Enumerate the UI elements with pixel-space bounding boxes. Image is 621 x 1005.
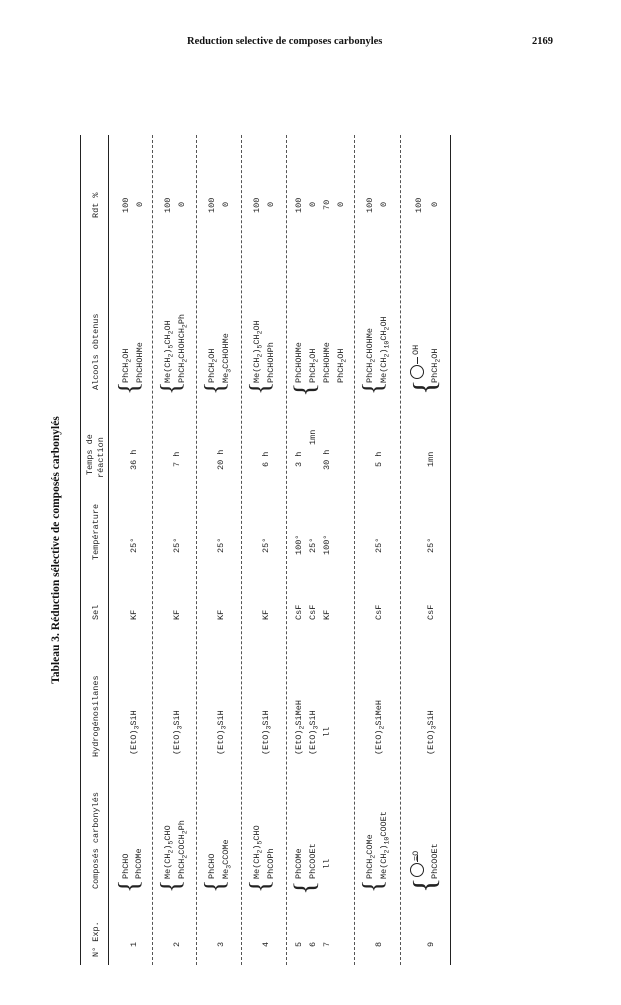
row-3-temp: 25° <box>216 537 226 553</box>
row-1-temps: 36 h <box>129 449 139 470</box>
row-1-exp: 1 <box>129 941 139 947</box>
header-temps-1: Temps de <box>85 434 95 475</box>
row-6-temps: 1mn <box>308 429 318 445</box>
row-7-rdt-1: 70 <box>322 199 332 210</box>
row-4-alcool-2: PhCHOHPh <box>266 342 276 383</box>
rotated-table-area <box>50 135 482 965</box>
brace-icon: { <box>114 381 145 395</box>
row-1-temp: 25° <box>129 537 139 553</box>
row-6-rdt: 0 <box>308 201 318 207</box>
row-8-compose-2: $Me(CH_2)_{10}COOEt$ <box>379 811 391 879</box>
brace-icon: { <box>156 381 187 395</box>
row-6-silane: $(EtO)_3SiH$ <box>308 710 320 755</box>
row-6-temp: 25° <box>308 537 318 553</box>
row-5-sel: CsF <box>294 604 304 620</box>
row-separator <box>400 135 401 965</box>
row-8-alcool-2: $Me(CH_2)_{10}CH_2OH$ <box>379 316 391 383</box>
table-3 <box>50 135 482 965</box>
row-7-alcool-2: PhCH$_2$OH <box>336 348 348 383</box>
row-3-alcool-2: $Me_3CCHOHMe$ <box>221 333 233 383</box>
cyclohexanol-ring-icon <box>410 365 424 379</box>
row-separator <box>354 135 355 965</box>
row-9-temp: 25° <box>426 537 436 553</box>
header-hydrogeno: Hydrogénosilanes <box>91 675 101 757</box>
row-2-sel: KF <box>172 609 182 620</box>
row-3-silane: $(EtO)_3SiH$ <box>216 710 228 755</box>
row-9-temps: 1mn <box>426 451 436 467</box>
header-rdt: Rdt % <box>91 192 101 218</box>
row-separator <box>241 135 242 965</box>
row-5-temps: 3 h <box>294 451 304 467</box>
row-4-temps: 6 h <box>261 451 271 467</box>
row-2-compose-2: $PhCH_2COCH_2Ph$ <box>177 820 189 879</box>
running-head <box>0 36 621 52</box>
row-9-alcool-2: PhCH$_2$OH <box>430 348 442 383</box>
row-9-compose-1: =O <box>411 850 421 861</box>
row-8-sel: CsF <box>374 604 384 620</box>
row-7-exp: 7 <box>322 941 332 947</box>
page-number: 2169 <box>532 36 553 47</box>
row-1-silane: $(EtO)_3SiH$ <box>129 710 141 755</box>
brace-icon: { <box>406 379 442 395</box>
row-7-alcool-1: PhCHOHMe <box>322 342 332 383</box>
row-2-temp: 25° <box>172 537 182 553</box>
row-8-compose-1: PhCH$_2$COMe <box>365 834 377 879</box>
row-3-exp: 3 <box>216 941 226 947</box>
row-separator <box>152 135 153 965</box>
row-9-alcool-1: OH <box>411 344 421 355</box>
header-temperature: Température <box>91 503 101 560</box>
row-4-compose-2: PhCOPh <box>266 848 276 879</box>
row-7-temps: 30 h <box>322 449 332 470</box>
brace-icon: { <box>358 381 389 395</box>
row-8-rdt-1: 100 <box>365 197 375 213</box>
brace-icon: { <box>114 879 145 893</box>
row-8-temps: 5 h <box>374 451 384 467</box>
header-exp: N° Exp. <box>91 921 101 957</box>
table-caption: Tableau 3. Réduction sélective de composés carbonylés <box>50 416 62 684</box>
row-9-exp: 9 <box>426 941 436 947</box>
row-5-rdt: 100 <box>294 197 304 213</box>
row-separator <box>286 135 287 965</box>
table-bottom-rule <box>450 135 451 965</box>
row-8-exp: 8 <box>374 941 384 947</box>
table-top-rule <box>80 135 81 965</box>
row-2-rdt-1: 100 <box>163 197 173 213</box>
row-8-temp: 25° <box>374 537 384 553</box>
row-4-alcool-1: $Me(CH_2)_5CH_2OH$ <box>252 320 264 383</box>
row-3-rdt-1: 100 <box>207 197 217 213</box>
row-9-compose-2: PhCOOEt <box>430 843 440 879</box>
row-9-sel: CsF <box>426 604 436 620</box>
row-1-sel: KF <box>129 609 139 620</box>
row-9-silane: $(EtO)_3SiH$ <box>426 710 438 755</box>
brace-icon: { <box>200 381 231 395</box>
row-4-exp: 4 <box>261 941 271 947</box>
row-8-rdt-2: 0 <box>379 201 389 207</box>
row-1-alcool-1: PhCH$_2$OH <box>121 348 133 383</box>
row-3-compose-2: $Me_3CCOMe$ <box>221 839 233 879</box>
row-1-compose-1: PhCHO <box>121 853 131 879</box>
brace-icon: { <box>156 879 187 893</box>
row-5-exp: 5 <box>294 941 304 947</box>
row-6-alcool: PhCH$_2$OH <box>308 348 320 383</box>
row-4-rdt-1: 100 <box>252 197 262 213</box>
row-1-rdt-1: 100 <box>121 197 131 213</box>
row-9-rdt-2: 0 <box>430 201 440 207</box>
row-2-temps: 7 h <box>172 451 182 467</box>
row-4-temp: 25° <box>261 537 271 553</box>
row-1-compose-2: PhCOMe <box>134 848 144 879</box>
row-4-compose-1: $Me(CH_2)_5CHO$ <box>252 825 264 879</box>
row-2-compose-1: $Me(CH_2)_5CHO$ <box>163 825 175 879</box>
row-4-sel: KF <box>261 609 271 620</box>
row-6-compose: PhCOOEt <box>308 843 318 879</box>
brace-icon: { <box>288 880 321 895</box>
brace-icon: { <box>200 879 231 893</box>
row-5-silane: $(EtO)_2SiMeH$ <box>294 700 306 755</box>
header-sel: Sel <box>91 604 101 620</box>
row-1-rdt-2: 0 <box>135 201 145 207</box>
brace-icon: { <box>358 879 389 893</box>
row-8-alcool-1: PhCH$_2$CHOHMe <box>365 328 377 383</box>
row-7-rdt-2: 0 <box>336 201 346 207</box>
cyclohexanone-ring-icon <box>410 863 424 877</box>
hydroxyl-bond-icon <box>417 357 418 364</box>
row-6-sel: CsF <box>308 604 318 620</box>
row-3-temps: 20 h <box>216 449 226 470</box>
row-4-silane: $(EtO)_3SiH$ <box>261 710 273 755</box>
row-5-temp: 100° <box>294 534 304 555</box>
row-6-exp: 6 <box>308 941 318 947</box>
row-2-alcool-1: $Me(CH_2)_5CH_2OH$ <box>163 320 175 383</box>
row-7-compose: ll <box>322 858 332 869</box>
header-compose: Composés carbonylés <box>91 792 101 889</box>
row-separator <box>196 135 197 965</box>
brace-icon: { <box>245 879 276 893</box>
header-temps-2: réaction <box>96 437 106 478</box>
row-2-alcool-2: $PhCH_2CHOHCH_2Ph$ <box>177 313 189 383</box>
brace-icon: { <box>406 877 442 893</box>
header-rule <box>108 135 109 965</box>
row-2-rdt-2: 0 <box>177 201 187 207</box>
row-5-alcool: PhCHOHMe <box>294 342 304 383</box>
row-7-temp: 100° <box>322 534 332 555</box>
row-3-compose-1: PhCHO <box>207 853 217 879</box>
row-1-alcool-2: PhCHOHMe <box>135 342 145 383</box>
row-3-rdt-2: 0 <box>221 201 231 207</box>
header-alcools: Alcools obtenus <box>91 313 101 390</box>
row-2-exp: 2 <box>172 941 182 947</box>
row-8-silane: $(EtO)_2SiMeH$ <box>374 700 386 755</box>
row-2-silane: $(EtO)_3SiH$ <box>172 710 184 755</box>
running-title: Reduction selective de composes carbonyles <box>187 36 383 47</box>
row-7-sel: KF <box>322 609 332 620</box>
row-9-rdt-1: 100 <box>414 197 424 213</box>
row-5-compose: PhCOMe <box>294 848 304 879</box>
row-4-rdt-2: 0 <box>266 201 276 207</box>
brace-icon: { <box>245 381 276 395</box>
row-3-alcool-1: PhCH$_2$OH <box>207 348 219 383</box>
brace-icon: { <box>288 382 321 397</box>
row-7-silane: ll <box>322 726 332 737</box>
row-3-sel: KF <box>216 609 226 620</box>
